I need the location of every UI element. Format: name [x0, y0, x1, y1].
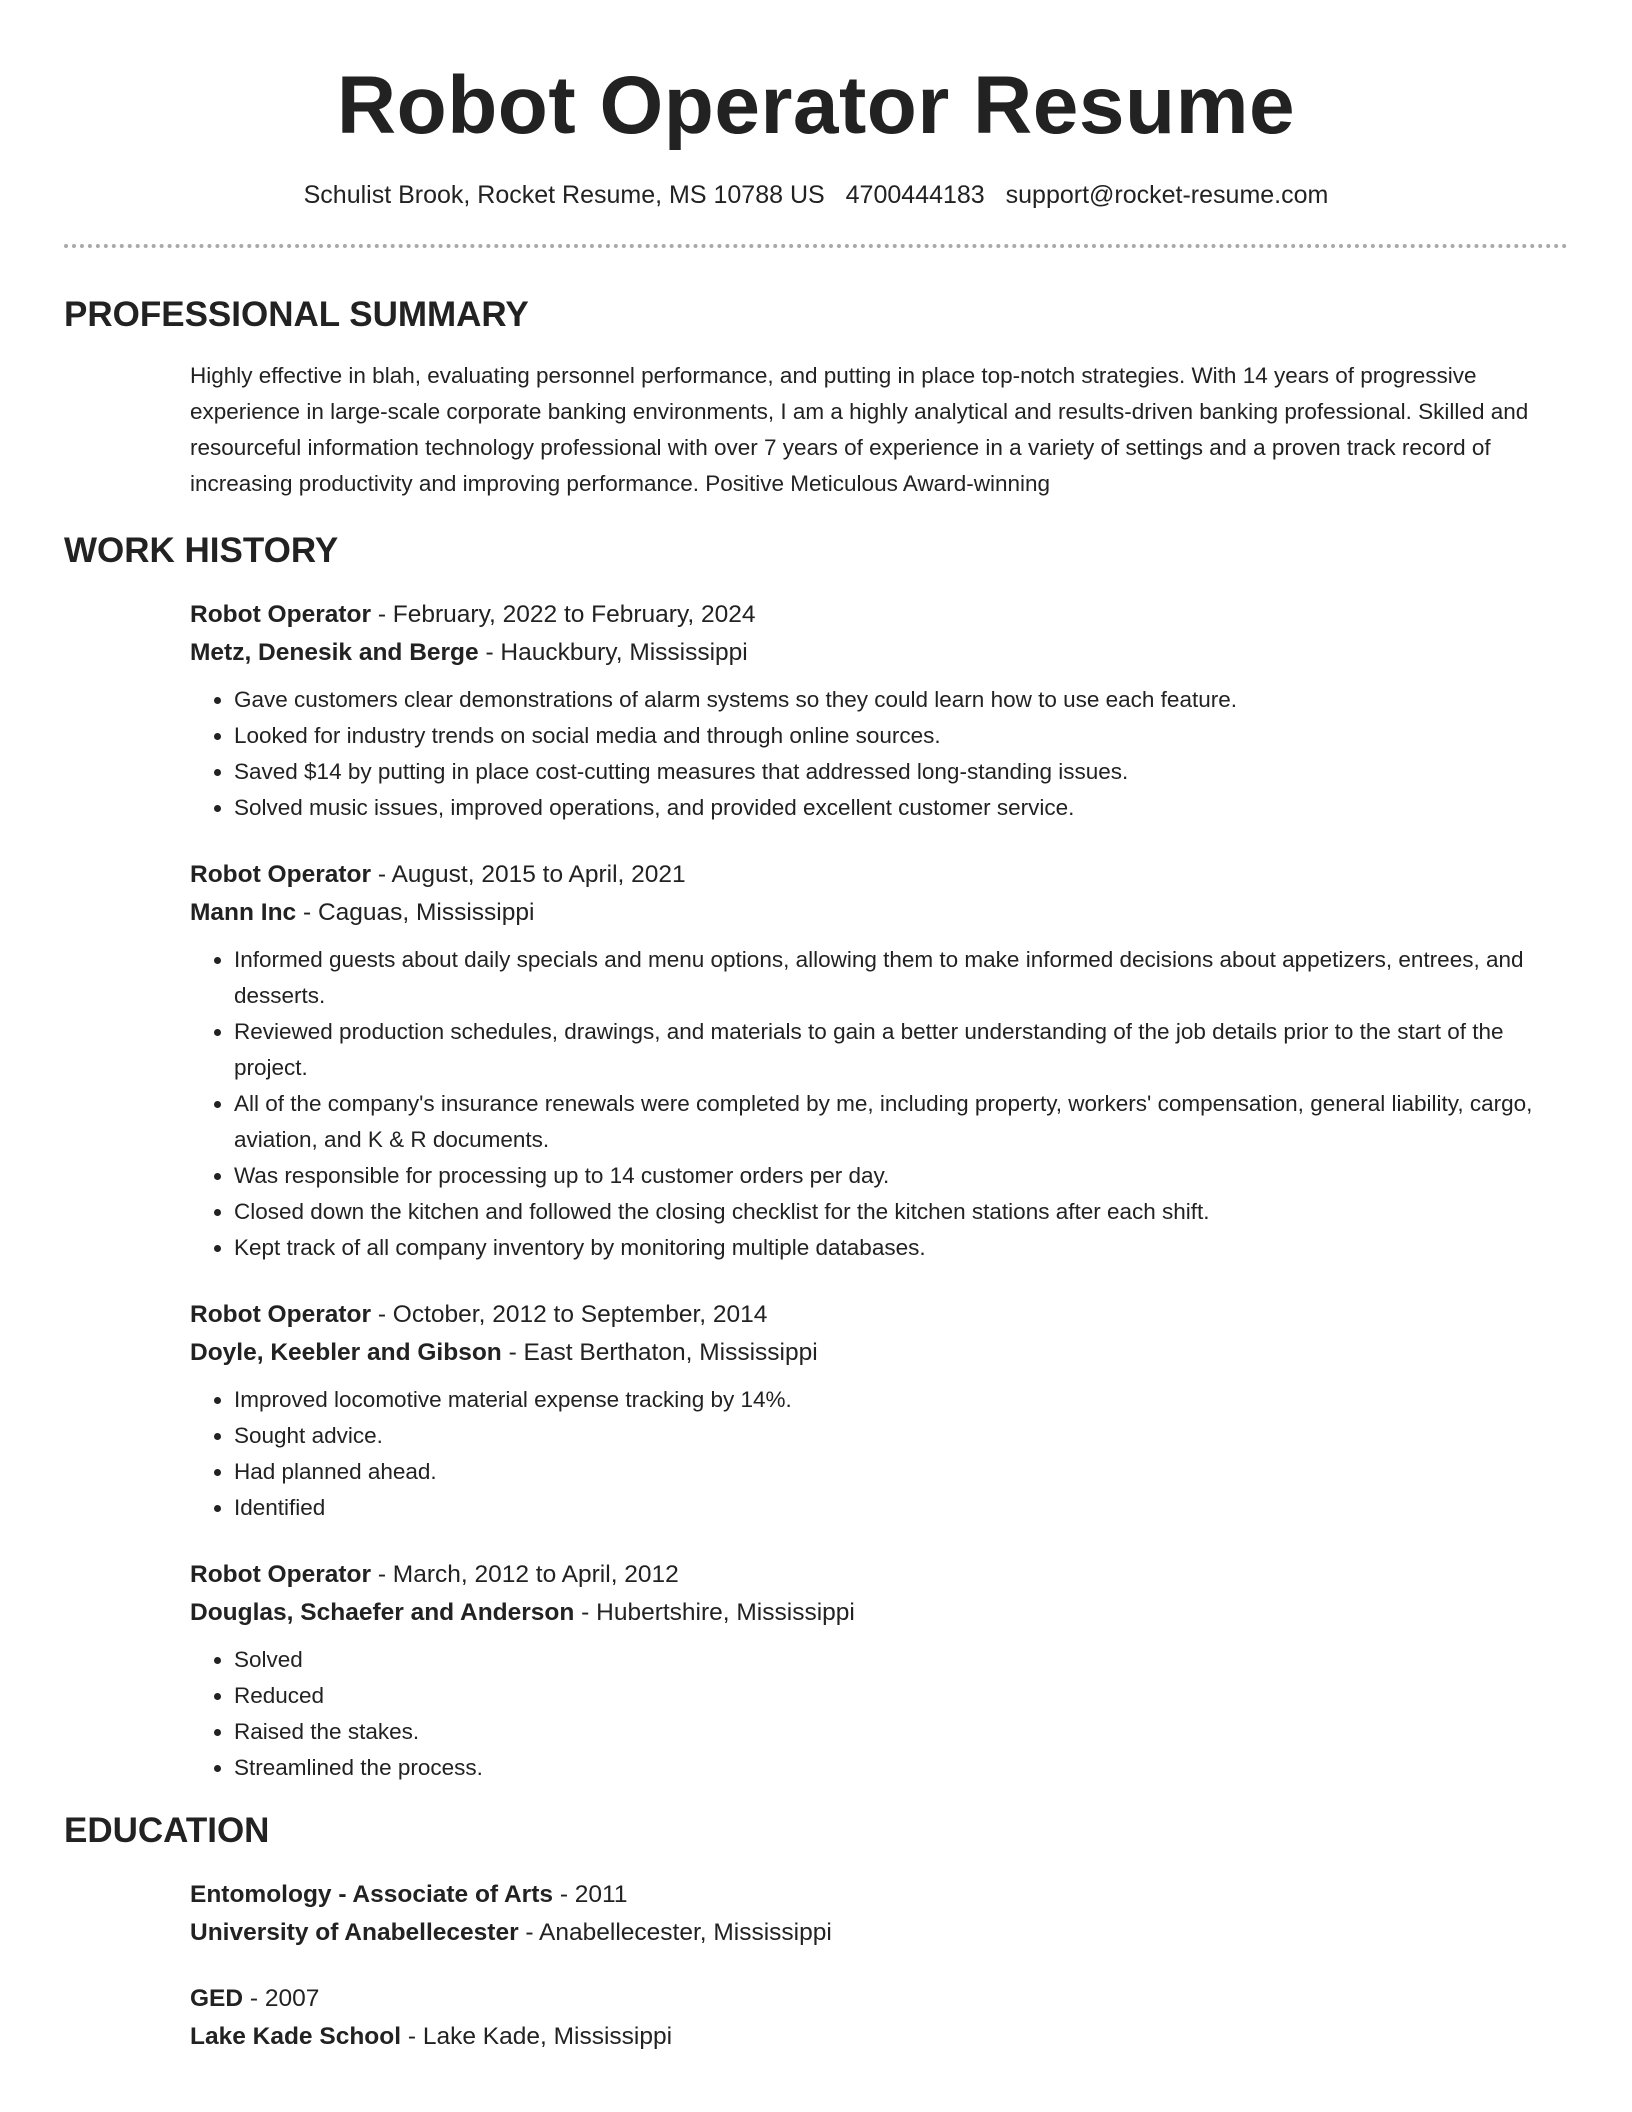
job-title: Robot Operator	[190, 1561, 372, 1588]
job-entry	[190, 856, 1568, 1266]
contact-info	[64, 180, 1568, 210]
education-school-line	[190, 2018, 1568, 2056]
job-company: Metz, Denesik and Berge	[190, 639, 479, 666]
page-title: Robot Operator Resume	[336, 60, 1296, 151]
job-company: Douglas, Schaefer and Anderson	[190, 1599, 575, 1626]
job-bullet: • Improved locomotive material expense tracking by 14%.	[234, 1382, 1568, 1418]
job-bullet: • Closed down the kitchen and followed the closing checklist for the kitchen stations after each shift.	[234, 1194, 1568, 1230]
job-company-line	[190, 894, 1568, 932]
job-company-line	[190, 1334, 1568, 1372]
job-company: Doyle, Keebler and Gibson	[190, 1339, 502, 1366]
job-bullet: • Streamlined the process.	[234, 1750, 1568, 1786]
job-bullet: • Looked for industry trends on social media and through online sources.	[234, 718, 1568, 754]
job-dates: - October, 2012 to September, 2014	[371, 1301, 768, 1328]
job-company-line	[190, 1594, 1568, 1632]
job-bullet: • Kept track of all company inventory by monitoring multiple databases.	[234, 1230, 1568, 1266]
education-school: Lake Kade School	[190, 2023, 402, 2050]
job-title-line	[190, 856, 1568, 894]
job-bullet: • Identified	[234, 1490, 1568, 1526]
job-title-line	[190, 1556, 1568, 1594]
job-company-line	[190, 634, 1568, 672]
job-bullet: • Had planned ahead.	[234, 1454, 1568, 1490]
contact-address: Schulist Brook, Rocket Resume, MS 10788 US	[303, 181, 825, 209]
job-bullet: • Solved	[234, 1642, 1568, 1678]
job-entry	[190, 596, 1568, 826]
job-title-line	[190, 596, 1568, 634]
job-bullet: • Informed guests about daily specials and menu options, allowing them to make informed decisions about appetizers, entrees, and desserts.	[234, 942, 1568, 1014]
education-degree-line	[190, 1980, 1568, 2018]
job-bullets	[190, 682, 1568, 826]
job-bullet: • Was responsible for processing up to 14 customer orders per day.	[234, 1158, 1568, 1194]
header-divider	[64, 244, 1568, 248]
job-entry	[190, 1556, 1568, 1786]
education-location: - Anabellecester, Mississippi	[518, 1919, 832, 1946]
job-bullet: • Solved music issues, improved operations, and provided excellent customer service.	[234, 790, 1568, 826]
work-history-list	[190, 596, 1568, 1786]
job-company: Mann Inc	[190, 899, 297, 926]
job-bullets	[190, 1642, 1568, 1786]
job-bullet: • Sought advice.	[234, 1418, 1568, 1454]
job-entry	[190, 1296, 1568, 1526]
job-title: Robot Operator	[190, 1301, 372, 1328]
education-location: - Lake Kade, Mississippi	[401, 2023, 673, 2050]
job-title: Robot Operator	[190, 861, 372, 888]
job-location: - East Berthaton, Mississippi	[501, 1339, 818, 1366]
education-entry	[190, 1980, 1568, 2056]
section-heading-education: EDUCATION	[64, 1811, 270, 1850]
contact-email: support@rocket-resume.com	[1005, 181, 1329, 209]
job-location: - Caguas, Mississippi	[296, 899, 535, 926]
education-degree: GED	[190, 1985, 244, 2012]
education-degree-line	[190, 1876, 1568, 1914]
job-location: - Hauckbury, Mississippi	[478, 639, 748, 666]
job-bullet: • Saved $14 by putting in place cost-cutting measures that addressed long-standing issues.	[234, 754, 1568, 790]
education-entry	[190, 1876, 1568, 1952]
job-bullet: • Raised the stakes.	[234, 1714, 1568, 1750]
education-school-line	[190, 1914, 1568, 1952]
job-title: Robot Operator	[190, 601, 372, 628]
education-year: - 2011	[553, 1881, 628, 1908]
education-year: - 2007	[243, 1985, 320, 2012]
summary-text: Highly effective in blah, evaluating personnel performance, and putting in place top-notch strategies. With 14 years of progressive experience in large-scale corporate banking environments, I am a highly analytical and results-driven banking professional. Skilled and resourceful information technology professional with over 7 years of experience in a variety of settings and a proven track record of increasing productivity and improving performance. Positive Meticulous Award-winning	[190, 363, 1529, 496]
job-dates: - February, 2022 to February, 2024	[371, 601, 756, 628]
section-heading-summary: PROFESSIONAL SUMMARY	[64, 295, 529, 334]
education-school: University of Anabellecester	[190, 1919, 519, 1946]
resume-page	[64, 0, 1568, 2056]
contact-phone: 4700444183	[845, 181, 985, 209]
section-heading-work: WORK HISTORY	[64, 531, 339, 570]
job-bullet: • All of the company's insurance renewals were completed by me, including property, workers' compensation, general liability, cargo, aviation, and K & R documents.	[234, 1086, 1568, 1158]
job-bullets	[190, 942, 1568, 1266]
job-dates: - March, 2012 to April, 2012	[371, 1561, 679, 1588]
job-bullet: • Reduced	[234, 1678, 1568, 1714]
job-bullets	[190, 1382, 1568, 1526]
job-location: - Hubertshire, Mississippi	[574, 1599, 855, 1626]
job-bullet: • Reviewed production schedules, drawings, and materials to gain a better understanding of the job details prior to the start of the project.	[234, 1014, 1568, 1086]
job-title-line	[190, 1296, 1568, 1334]
job-dates: - August, 2015 to April, 2021	[371, 861, 686, 888]
job-bullet: • Gave customers clear demonstrations of alarm systems so they could learn how to use each feature.	[234, 682, 1568, 718]
education-degree: Entomology - Associate of Arts	[190, 1881, 554, 1908]
